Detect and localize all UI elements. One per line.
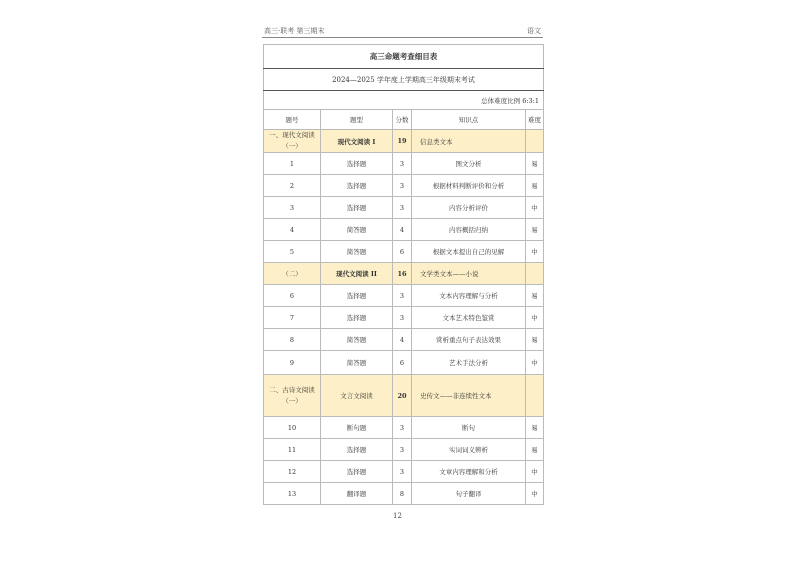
knowledge-point: 句子翻译: [412, 483, 526, 505]
question-number: 3: [264, 197, 321, 219]
difficulty: 中: [526, 241, 544, 263]
difficulty-ratio: 总体难度比例 6:3:1: [264, 91, 544, 110]
question-score: 3: [393, 461, 412, 483]
table-row: [264, 307, 544, 329]
knowledge-point: 文本内容理解与分析: [412, 285, 526, 307]
question-score: 16: [393, 263, 412, 285]
table-row: [264, 351, 544, 375]
question-number: 12: [264, 461, 321, 483]
question-number: 二、古诗文阅读（一）: [264, 375, 321, 417]
table-row: [264, 483, 544, 505]
header-left-text: 高三·联考 第三期末: [264, 27, 325, 35]
question-score: 3: [393, 285, 412, 307]
question-score: 8: [393, 483, 412, 505]
question-score: 3: [393, 417, 412, 439]
knowledge-point: 文章内容理解和分析: [412, 461, 526, 483]
difficulty: 易: [526, 219, 544, 241]
knowledge-point: 根据材料判断评价和分析: [412, 175, 526, 197]
question-number: 4: [264, 219, 321, 241]
question-type: 文言文阅读: [321, 375, 393, 417]
question-score: 3: [393, 153, 412, 175]
table-title: 高三命题考查细目表: [264, 45, 544, 69]
table-row: [264, 285, 544, 307]
difficulty: 易: [526, 417, 544, 439]
difficulty: 中: [526, 307, 544, 329]
difficulty: [526, 375, 544, 417]
knowledge-point: 艺术手法分析: [412, 351, 526, 375]
question-type: 现代文阅读 I: [321, 130, 393, 153]
question-type: 选择题: [321, 153, 393, 175]
question-score: 3: [393, 175, 412, 197]
question-type: 选择题: [321, 461, 393, 483]
column-headers: [264, 110, 544, 130]
difficulty: 易: [526, 175, 544, 197]
section-row: [264, 375, 544, 417]
knowledge-point: 文学类文本——小说: [412, 263, 526, 285]
question-type: 简答题: [321, 241, 393, 263]
question-score: 3: [393, 197, 412, 219]
question-number: 1: [264, 153, 321, 175]
question-type: 选择题: [321, 197, 393, 219]
section-row: [264, 130, 544, 153]
knowledge-point: 史传文——非连续性文本: [412, 375, 526, 417]
header-subject: 语文: [527, 27, 541, 35]
difficulty: 中: [526, 483, 544, 505]
col-header-score: 分数: [393, 110, 412, 130]
question-type: 选择题: [321, 439, 393, 461]
table-subtitle: 2024—2025 学年度上学期高三年级期末考试: [264, 69, 544, 91]
knowledge-point: 实词词义辨析: [412, 439, 526, 461]
knowledge-point: 内容概括归纳: [412, 219, 526, 241]
knowledge-point: 断句: [412, 417, 526, 439]
question-score: 6: [393, 351, 412, 375]
question-type: 翻译题: [321, 483, 393, 505]
question-score: 19: [393, 130, 412, 153]
question-number: 7: [264, 307, 321, 329]
difficulty: 中: [526, 351, 544, 375]
difficulty: [526, 263, 544, 285]
question-number: 6: [264, 285, 321, 307]
question-number: 8: [264, 329, 321, 351]
question-type: 选择题: [321, 285, 393, 307]
difficulty: 中: [526, 197, 544, 219]
knowledge-point: 赏析重点句子表达效果: [412, 329, 526, 351]
knowledge-point: 根据文本提出自己的见解: [412, 241, 526, 263]
question-type: 选择题: [321, 175, 393, 197]
knowledge-point: 图文分析: [412, 153, 526, 175]
question-type: 断句题: [321, 417, 393, 439]
question-score: 3: [393, 307, 412, 329]
question-number: 9: [264, 351, 321, 375]
page-number: 12: [393, 512, 402, 520]
question-score: 4: [393, 219, 412, 241]
table-row: [264, 417, 544, 439]
difficulty: 易: [526, 329, 544, 351]
question-number: 11: [264, 439, 321, 461]
difficulty: 易: [526, 153, 544, 175]
question-number: （二）: [264, 263, 321, 285]
table-row: [264, 175, 544, 197]
table-row: [264, 439, 544, 461]
question-type: 简答题: [321, 351, 393, 375]
question-number: 13: [264, 483, 321, 505]
col-header-number: 题号: [264, 110, 321, 130]
question-type: 选择题: [321, 307, 393, 329]
question-type: 现代文阅读 II: [321, 263, 393, 285]
question-score: 20: [393, 375, 412, 417]
question-type: 简答题: [321, 219, 393, 241]
table-row: [264, 241, 544, 263]
question-score: 3: [393, 439, 412, 461]
difficulty: 中: [526, 461, 544, 483]
section-row: [264, 263, 544, 285]
table-row: [264, 219, 544, 241]
page-header: [262, 25, 543, 38]
difficulty: 易: [526, 439, 544, 461]
knowledge-point: 信息类文本: [412, 130, 526, 153]
question-score: 6: [393, 241, 412, 263]
difficulty: [526, 130, 544, 153]
table-row: [264, 461, 544, 483]
exam-spec-table: [263, 44, 544, 505]
col-header-point: 知识点: [412, 110, 526, 130]
col-header-difficulty: 难度: [526, 110, 544, 130]
question-type: 简答题: [321, 329, 393, 351]
table-row: [264, 197, 544, 219]
question-number: 2: [264, 175, 321, 197]
question-number: 5: [264, 241, 321, 263]
knowledge-point: 文本艺术特色鉴赏: [412, 307, 526, 329]
question-score: 4: [393, 329, 412, 351]
table-row: [264, 153, 544, 175]
question-number: 一、现代文阅读（一）: [264, 130, 321, 153]
knowledge-point: 内容分析评价: [412, 197, 526, 219]
question-number: 10: [264, 417, 321, 439]
table-row: [264, 329, 544, 351]
col-header-type: 题型: [321, 110, 393, 130]
difficulty: 易: [526, 285, 544, 307]
